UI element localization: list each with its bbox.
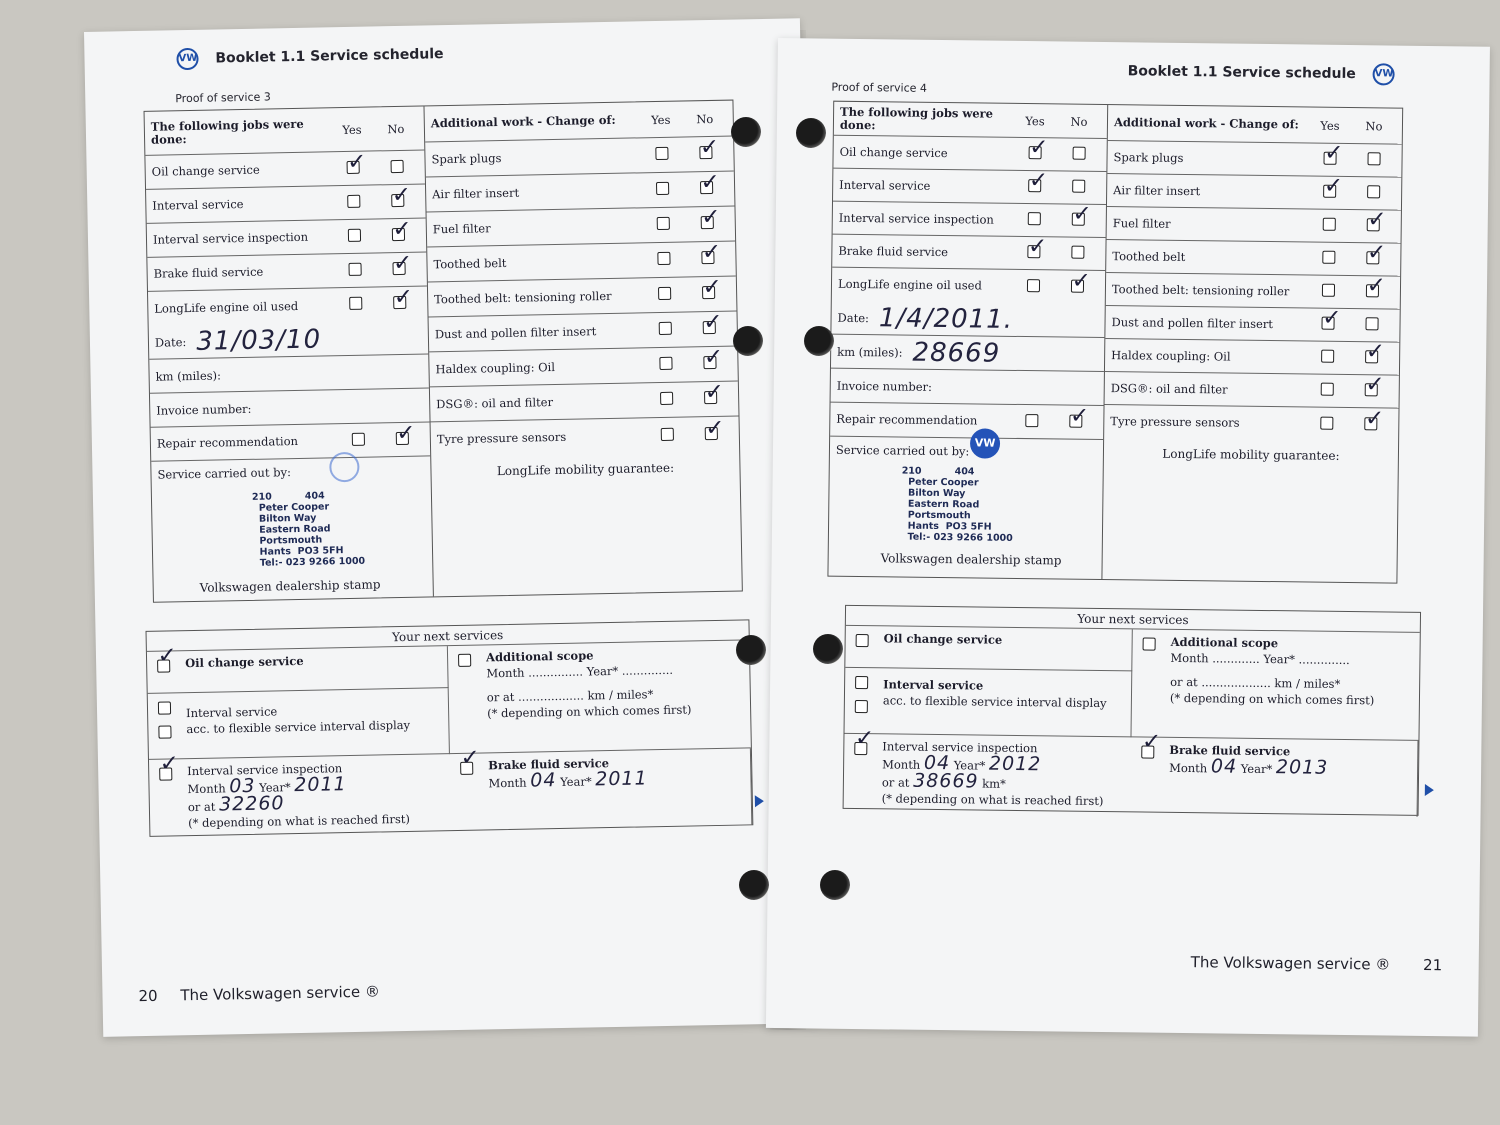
- left-page: [84, 18, 819, 1037]
- checklist-label: Interval service: [839, 177, 931, 193]
- binder-hole: [731, 117, 761, 147]
- checklist-label: Oil change service: [151, 162, 260, 179]
- checkbox-no[interactable]: [699, 146, 712, 159]
- right-next-services: [843, 605, 1421, 816]
- no-header: No: [696, 111, 714, 126]
- checklist-label: Tyre pressure sensors: [1110, 414, 1240, 430]
- next-additional-line2: or at .................. km / miles*: [486, 687, 654, 705]
- footer-title: The Volkswagen service ®: [1190, 953, 1391, 974]
- service-by-label: Service carried out by:: [835, 442, 970, 459]
- checkbox-yes[interactable]: [346, 160, 359, 173]
- brake-month: 04: [1210, 755, 1238, 778]
- additional-header: Additional work - Change of:: [430, 112, 616, 131]
- checklist-label: Air filter insert: [432, 185, 520, 201]
- date-label: Date:: [837, 310, 870, 325]
- brake-year: 2011: [595, 767, 648, 791]
- proof-label: Proof of service 3: [175, 90, 271, 106]
- stamp-caption: Volkswagen dealership stamp: [880, 551, 1062, 568]
- km-value: 28669: [912, 337, 1001, 369]
- service-by-cell: [828, 437, 1103, 576]
- checkbox-yes[interactable]: [1321, 350, 1334, 363]
- checkbox-no[interactable]: [700, 216, 713, 229]
- next-inspection-label: Interval service inspection: [187, 761, 343, 779]
- binder-hole: [739, 870, 769, 900]
- next-interval-label: Interval service: [185, 704, 278, 721]
- next-interval-checkbox-2[interactable]: [855, 700, 868, 713]
- checklist-label: Interval service inspection: [838, 210, 994, 227]
- right-header: [1127, 60, 1394, 85]
- checkbox-yes[interactable]: [1320, 383, 1333, 396]
- checkbox-yes[interactable]: [658, 322, 671, 335]
- dealer-stamp: 210 404 Peter Cooper Bilton Way Eastern Road Portsmouth Hants PO3 5FH Tel:- 023 9266 1000: [900, 465, 1013, 544]
- checklist-row: [429, 347, 738, 388]
- next-oil-cell: [845, 626, 1132, 672]
- checklist-label: Tyre pressure sensors: [436, 429, 567, 447]
- checklist-row: [427, 207, 736, 248]
- checkbox-no[interactable]: [1366, 251, 1379, 264]
- service-by-label: Service carried out by:: [157, 465, 292, 482]
- next-brake-label: Brake fluid service: [488, 756, 610, 773]
- checkbox-yes[interactable]: [655, 147, 668, 160]
- checkbox-no[interactable]: [1367, 185, 1380, 198]
- no-header: No: [387, 121, 405, 136]
- left-header: [176, 43, 443, 70]
- checkbox-no[interactable]: [704, 426, 717, 439]
- jobs-column: [828, 102, 1108, 579]
- next-brake-checkbox[interactable]: [1141, 745, 1154, 758]
- next-inspection-cell: [844, 734, 1132, 814]
- jobs-header-row: [834, 102, 1107, 139]
- checklist-label: Dust and pollen filter insert: [434, 323, 597, 341]
- invoice-label: Invoice number:: [836, 378, 933, 394]
- checklist-label: Haldex coupling: Oil: [1111, 347, 1231, 364]
- vw-stamp-icon: VW: [970, 428, 1000, 458]
- invoice-label: Invoice number:: [156, 401, 252, 418]
- footer-title: The Volkswagen service ®: [180, 982, 381, 1005]
- right-page: [766, 38, 1490, 1037]
- checklist-label: LongLife engine oil used: [154, 298, 299, 316]
- next-additional-checkbox[interactable]: [1143, 638, 1156, 651]
- checklist-row: [833, 136, 1106, 172]
- next-additional-checkbox[interactable]: [458, 654, 471, 667]
- binder-hole: [736, 635, 766, 665]
- next-brake-cell: [1131, 737, 1419, 817]
- next-page-arrow-icon: [755, 795, 764, 807]
- checklist-label: Spark plugs: [431, 150, 502, 166]
- right-service-table: [827, 101, 1403, 584]
- jobs-column: [145, 106, 434, 601]
- no-header: No: [1365, 118, 1383, 133]
- checklist-row: [1104, 405, 1398, 442]
- next-inspection-cell: [149, 754, 451, 836]
- checklist-row: [1105, 339, 1399, 376]
- next-interval-cell: [845, 668, 1133, 738]
- left-service-table: [144, 100, 743, 603]
- checklist-label: Oil change service: [839, 144, 948, 160]
- checklist-label: Interval service inspection: [152, 229, 309, 247]
- next-inspection-checkbox[interactable]: [159, 767, 172, 780]
- inspection-month: 04: [923, 751, 951, 775]
- yes-header: Yes: [650, 112, 671, 127]
- checkbox-yes[interactable]: [1320, 416, 1333, 429]
- next-additional-line2: or at ................... km / miles*: [1170, 674, 1341, 691]
- jobs-header: The following jobs were done:: [150, 116, 304, 147]
- km-label: km (miles):: [837, 344, 903, 360]
- next-brake-checkbox[interactable]: [460, 762, 473, 775]
- checkbox-yes[interactable]: [657, 252, 670, 265]
- no-header: No: [1070, 114, 1088, 129]
- checkbox-yes[interactable]: [656, 217, 669, 230]
- yes-header: Yes: [1025, 113, 1045, 128]
- checkbox-no[interactable]: [703, 356, 716, 369]
- checkbox-no[interactable]: [393, 296, 406, 309]
- binder-hole: [820, 870, 850, 900]
- checklist-label: Toothed belt: [433, 255, 507, 271]
- date-row: [149, 320, 429, 359]
- checklist-row: [427, 242, 736, 283]
- checklist-row: [430, 382, 739, 423]
- checkbox-no[interactable]: [1365, 284, 1378, 297]
- next-interval-label: Interval service: [883, 677, 984, 693]
- checkbox-yes[interactable]: [349, 297, 362, 310]
- checkbox-no[interactable]: [1364, 383, 1377, 396]
- inspection-year: 2011: [294, 773, 347, 797]
- checkbox-yes[interactable]: [1028, 179, 1041, 192]
- binder-hole: [796, 118, 826, 148]
- checklist-row: [147, 252, 427, 291]
- service-by-cell: [151, 456, 433, 603]
- brake-year: 2013: [1275, 756, 1329, 779]
- checklist-label: DSG®: oil and filter: [436, 394, 554, 411]
- jobs-header-row: [145, 106, 425, 155]
- checklist-label: Toothed belt: tensioning roller: [434, 288, 612, 306]
- repair-row: [151, 422, 431, 461]
- jobs-header: The following jobs were done:: [839, 104, 994, 132]
- next-interval-sub: acc. to flexible service interval display: [882, 693, 1107, 711]
- checklist-label: Haldex coupling: Oil: [435, 359, 556, 376]
- next-inspection-label: Interval service inspection: [882, 739, 1038, 756]
- inspection-month: 03: [229, 774, 256, 798]
- month-label: Month: [187, 781, 226, 797]
- checklist-label: LongLife engine oil used: [837, 276, 982, 293]
- checklist-label: Dust and pollen filter insert: [1111, 314, 1274, 331]
- km-row: [831, 335, 1104, 372]
- checklist-row: [1107, 141, 1401, 178]
- checklist-label: Toothed belt: tensioning roller: [1111, 281, 1290, 298]
- dealer-stamp: 210 404 Peter Cooper Bilton Way Eastern Road Portsmouth Hants PO3 5FH Tel:- 023 9266 1000: [251, 490, 366, 569]
- checklist-row: [1107, 207, 1401, 244]
- checklist-row: [1107, 174, 1401, 211]
- checklist-row: [146, 184, 426, 223]
- checklist-label: DSG®: oil and filter: [1110, 380, 1228, 397]
- header-title: Booklet 1.1 Service schedule: [215, 46, 444, 67]
- next-brake-label: Brake fluid service: [1169, 742, 1291, 759]
- next-interval-cell: [148, 688, 450, 760]
- checkbox-no[interactable]: [1366, 218, 1379, 231]
- right-footer: [1191, 953, 1443, 974]
- checkbox-yes[interactable]: [1322, 218, 1335, 231]
- year-label: Year*: [259, 780, 291, 795]
- additional-column: [424, 101, 741, 597]
- next-additional-line1: Month ............. Year* ..............: [1170, 650, 1350, 668]
- checkbox-no[interactable]: [1072, 147, 1085, 160]
- checkbox-yes[interactable]: [1028, 146, 1041, 159]
- inspection-year: 2012: [988, 752, 1042, 776]
- checkbox-yes[interactable]: [658, 287, 671, 300]
- binder-hole: [813, 634, 843, 664]
- guarantee-label: LongLife mobility guarantee:: [496, 460, 675, 479]
- checklist-label: Spark plugs: [1113, 149, 1184, 165]
- next-oil-label: Oil change service: [883, 631, 1003, 647]
- next-inspection-checkbox[interactable]: [854, 742, 867, 755]
- year-label: Year*: [559, 774, 592, 789]
- checkbox-no[interactable]: [701, 286, 714, 299]
- checkbox-no[interactable]: [1072, 180, 1085, 193]
- stamp-caption: Volkswagen dealership stamp: [199, 577, 381, 595]
- km-unit: km*: [982, 776, 1006, 791]
- checklist-label: Air filter insert: [1113, 182, 1201, 198]
- checklist-row: [1106, 240, 1400, 277]
- date-row: [831, 301, 1104, 338]
- date-value: 1/4/2011.: [878, 302, 1014, 335]
- next-oil-checkbox[interactable]: [856, 634, 869, 647]
- checkbox-yes[interactable]: [1027, 212, 1040, 225]
- repair-no-checkbox[interactable]: [1069, 414, 1082, 427]
- checkbox-no[interactable]: [1365, 317, 1378, 330]
- checklist-row: [833, 169, 1106, 205]
- yes-header: Yes: [1320, 118, 1340, 133]
- left-footer: [138, 982, 380, 1005]
- next-oil-label: Oil change service: [185, 653, 304, 671]
- next-interval-checkbox-1[interactable]: [855, 676, 868, 689]
- checkbox-no[interactable]: [1071, 246, 1084, 259]
- checkbox-no[interactable]: [392, 261, 405, 274]
- additional-header-row: [1108, 105, 1402, 145]
- km-row: [149, 354, 429, 393]
- inspection-km: 38669: [913, 769, 979, 793]
- repair-yes-checkbox[interactable]: [351, 432, 364, 445]
- month-label: Month: [1169, 760, 1208, 776]
- checklist-row: [431, 417, 740, 458]
- next-additional-line1: Month ............... Year* ..............: [486, 662, 674, 681]
- additional-header-row: [424, 101, 733, 143]
- next-interval-checkbox-1[interactable]: [158, 701, 171, 714]
- checkbox-yes[interactable]: [660, 427, 673, 440]
- km-label: km (miles):: [155, 367, 222, 384]
- checkbox-no[interactable]: [391, 227, 404, 240]
- checkbox-yes[interactable]: [347, 194, 360, 207]
- binder-hole: [804, 326, 834, 356]
- inspection-km: 32260: [218, 792, 285, 816]
- month-label: Month: [488, 775, 527, 791]
- next-interval-checkbox-2[interactable]: [158, 725, 171, 738]
- next-services-title: Your next services: [147, 620, 749, 652]
- repair-yes-checkbox[interactable]: [1025, 414, 1038, 427]
- checklist-row: [832, 268, 1105, 304]
- repair-row: [830, 403, 1103, 440]
- checklist-row: [1105, 372, 1399, 409]
- next-brake-cell: [450, 748, 752, 830]
- checklist-row: [145, 150, 425, 189]
- left-next-services: [146, 619, 754, 837]
- inspection-note: (* depending on what is reached first): [881, 791, 1104, 809]
- checkbox-no[interactable]: [702, 321, 715, 334]
- vw-logo-icon: VW: [1373, 63, 1395, 85]
- checklist-row: [429, 312, 738, 353]
- next-additional-label: Additional scope: [485, 648, 594, 665]
- next-oil-cell: [147, 646, 449, 694]
- additional-column: [1102, 105, 1402, 583]
- checkbox-no[interactable]: [1071, 213, 1084, 226]
- checkbox-yes[interactable]: [660, 392, 673, 405]
- checkbox-no[interactable]: [1367, 152, 1380, 165]
- checklist-label: Interval service: [152, 196, 244, 213]
- inspection-note: (* depending on what is reached first): [188, 811, 411, 831]
- repair-no-checkbox[interactable]: [395, 431, 408, 444]
- checklist-row: [428, 277, 737, 318]
- checklist-label: Brake fluid service: [838, 243, 949, 259]
- checkbox-no[interactable]: [704, 391, 717, 404]
- checklist-row: [832, 235, 1105, 271]
- checklist-row: [426, 172, 735, 213]
- checkbox-yes[interactable]: [347, 228, 360, 241]
- invoice-row: [150, 388, 430, 427]
- proof-label: Proof of service 4: [831, 80, 928, 95]
- checklist-row: [425, 137, 734, 178]
- next-additional-line3: (* depending on which comes first): [1169, 690, 1375, 708]
- next-services-title: Your next services: [846, 606, 1420, 633]
- checkbox-yes[interactable]: [1027, 245, 1040, 258]
- checklist-row: [1106, 273, 1400, 310]
- page-number: 21: [1422, 955, 1443, 975]
- checkbox-yes[interactable]: [1321, 284, 1334, 297]
- checklist-label: Fuel filter: [1112, 215, 1171, 231]
- next-additional-line3: (* depending on which comes first): [487, 702, 692, 721]
- next-additional-cell: [1131, 629, 1419, 740]
- checkbox-no[interactable]: [391, 193, 404, 206]
- checklist-label: Fuel filter: [432, 220, 491, 236]
- checkbox-no[interactable]: [699, 181, 712, 194]
- additional-header: Additional work - Change of:: [1113, 115, 1299, 132]
- binder-hole: [733, 326, 763, 356]
- checkbox-no[interactable]: [1365, 350, 1378, 363]
- invoice-row: [831, 369, 1104, 406]
- checklist-row: [833, 202, 1106, 238]
- checklist-row: [148, 286, 428, 325]
- next-additional-label: Additional scope: [1170, 634, 1279, 651]
- yes-header: Yes: [342, 122, 362, 137]
- vw-logo-icon: VW: [176, 48, 198, 70]
- date-label: Date:: [154, 334, 187, 350]
- or-at-label: or at: [881, 775, 910, 790]
- checkbox-yes[interactable]: [1026, 279, 1039, 292]
- checkbox-no[interactable]: [701, 251, 714, 264]
- date-value: 31/03/10: [196, 324, 322, 357]
- checkbox-yes[interactable]: [659, 357, 672, 370]
- checklist-row: [1105, 306, 1399, 343]
- page-number: 20: [138, 986, 158, 1006]
- next-additional-cell: [448, 640, 751, 754]
- month-label: Month: [882, 757, 921, 772]
- guarantee-label: LongLife mobility guarantee:: [1162, 446, 1340, 463]
- year-label: Year*: [1240, 761, 1273, 777]
- next-interval-sub: acc. to flexible service interval display: [186, 717, 411, 737]
- header-title: Booklet 1.1 Service schedule: [1127, 63, 1356, 83]
- checkbox-no[interactable]: [390, 159, 403, 172]
- checklist-label: Brake fluid service: [153, 264, 264, 281]
- checkbox-yes[interactable]: [1321, 317, 1334, 330]
- or-at-label: or at: [187, 799, 216, 815]
- repair-label: Repair recommendation: [156, 433, 299, 451]
- checklist-label: Toothed belt: [1112, 248, 1186, 264]
- checkbox-yes[interactable]: [348, 262, 361, 275]
- checkbox-yes[interactable]: [655, 182, 668, 195]
- year-label: Year*: [953, 758, 986, 773]
- next-page-arrow-icon: [1425, 784, 1434, 796]
- checkbox-yes[interactable]: [1322, 251, 1335, 264]
- brake-month: 04: [530, 769, 557, 792]
- checkbox-no[interactable]: [1070, 279, 1083, 292]
- checkbox-no[interactable]: [1364, 417, 1377, 430]
- checkbox-yes[interactable]: [1323, 185, 1336, 198]
- checkbox-yes[interactable]: [1323, 152, 1336, 165]
- checklist-row: [147, 218, 427, 257]
- repair-label: Repair recommendation: [836, 411, 978, 428]
- next-oil-checkbox[interactable]: [157, 659, 170, 672]
